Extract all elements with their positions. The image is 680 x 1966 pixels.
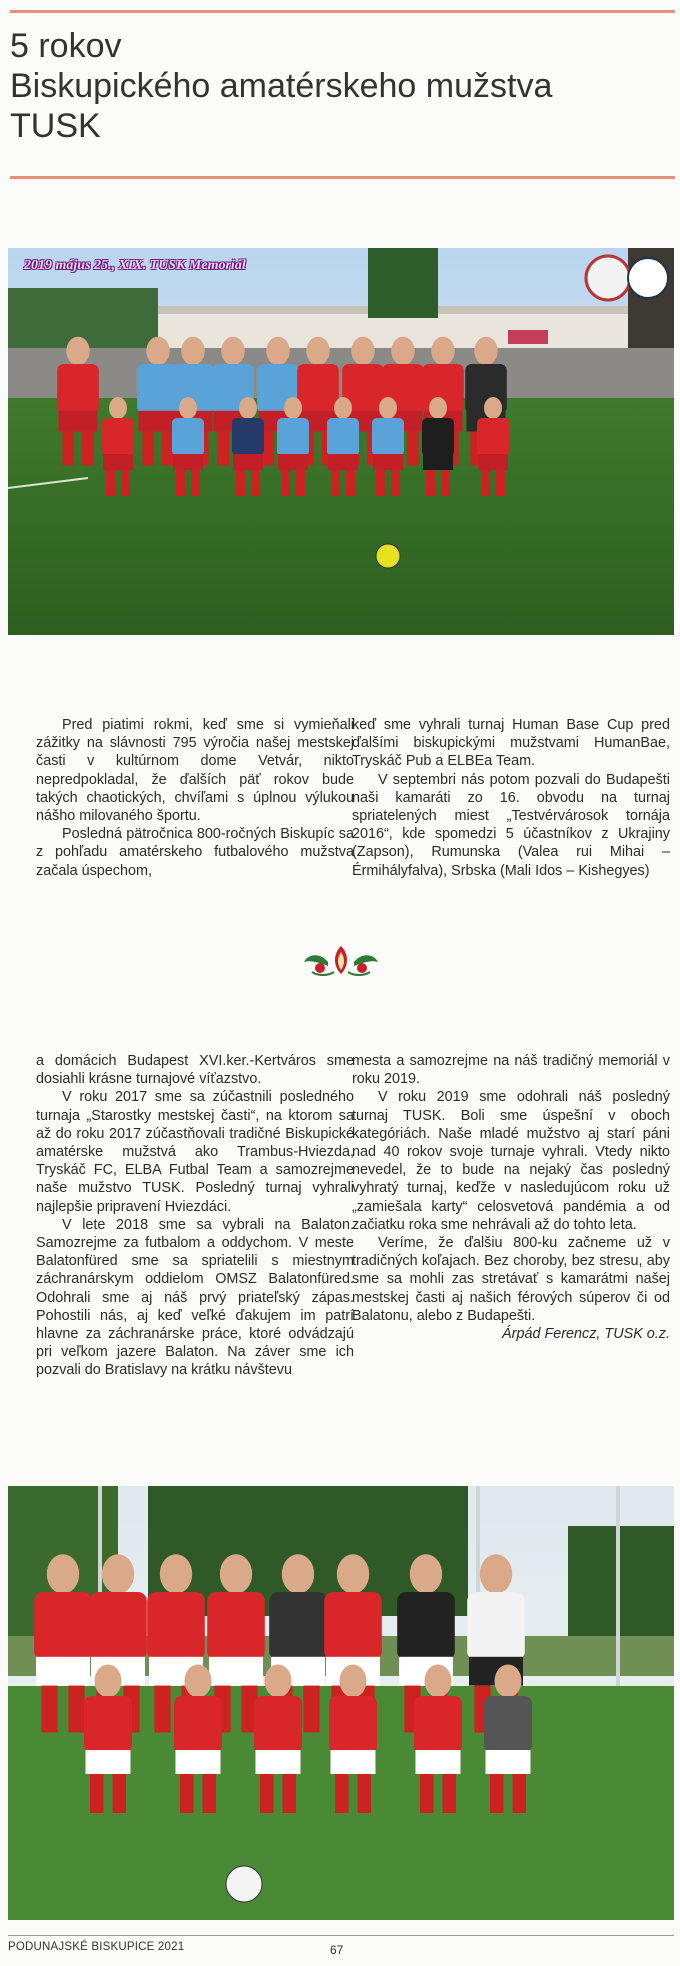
paragraph: Posledná pätročnica 800-ročných Biskupíc sa z pohľadu amatérskeho futbalového mužstva začala úspechom,	[36, 826, 354, 879]
team-photo-balaton	[8, 1486, 674, 1920]
block2-right-column	[352, 1052, 670, 1343]
block1-right-column	[352, 716, 670, 880]
top-rule	[10, 10, 675, 13]
player-figure	[254, 1665, 302, 1814]
paragraph: V roku 2019 sme odohrali náš posledný turnaj TUSK. Boli sme úspešní v oboch kategóriách. Naše mladé mužstvo aj starí páni nad 40 rokov svoje turnaje vyhrali. Vtedy nikto nevedel, že to bude na nejaký čas posledný vyhratý turnaj, keďže v nasledujúcom roku už „zamiešala karty“ celosvetová pandémia a od začiatku roka sme nehrávali až do tohto leta.	[352, 1089, 670, 1233]
player-figure	[57, 337, 99, 466]
block1-left-column	[36, 716, 354, 880]
player-figure	[102, 397, 134, 496]
page-number: 67	[330, 1943, 344, 1957]
paragraph: V roku 2017 sme sa zúčastnili posledného turnaja „Starostky mestskej časti“, na ktorom sa až do roku 2017 zúčastňovali tradičné Biskupické amatérske mužstvá ako Trambus-Hviezda, Tryskáč FC, ELBA Futbal Team a samozrejme naše mužstvo TUSK. Posledný turnaj vyhrali najlepšie pripravení Hviezdáci.	[36, 1089, 354, 1215]
title-line-2: Biskupického amatérskeho mužstva	[10, 67, 553, 105]
paragraph: a domácich Budapest XVI.ker.-Kertváros sme dosiahli krásne turnajové víťazstvo.	[36, 1053, 354, 1088]
author-signature: Árpád Ferencz, TUSK o.z.	[502, 1326, 670, 1343]
article-title	[10, 26, 670, 146]
paragraph: Pred piatimi rokmi, keď sme si vymieňali zážitky na slávnosti 795 výročia našej mestskej časti v kultúrnom dome Vetvár, nikto nepredpokladal, že ďalších päť rokov bude takých chaotických, chvíľami s úplnou výlukou nášho milovaného športu.	[36, 717, 354, 825]
paragraph: V septembri nás potom pozvali do Budapešti naši kamaráti zo 16. obvodu na turnaj spriatelených miest „Testvérvárosok tornája 2016“, kde spomedzi 5 účastníkov z Ukrajiny (Zapson), Rumunska (Valea rui Mihai – Érmihályfalva), Srbska (Mali Idos – Kishegyes)	[352, 771, 670, 879]
folk-ornament-icon	[298, 940, 384, 980]
footer-rule	[8, 1935, 674, 1936]
block2-left-column	[36, 1052, 354, 1380]
paragraph: Veríme, že ďalšiu 800-ku začneme už v tradičných koľajach. Bez choroby, bez stresu, aby sme sa mohli zas stretávať s kamarátmi našej mestskej časti aj našich férových súperov či od Balatonu, alebo z Budapešti.	[352, 1235, 670, 1324]
photo-caption: 2019 május 25., XIX. TUSK Memoriál	[24, 258, 246, 273]
title-line-1: 5 rokov	[10, 27, 122, 65]
paragraph: V lete 2018 sme sa vybrali na Balaton. Samozrejme za futbalom a oddychom. V meste Balatonfüred sme sa spriatelili s miestnym záchranárskym oddielom OMSZ Balatonfüred. Odohrali sme aj náš prvý priateľský zápas. Pohostili nás, aj keď veľké ďakujem im patrí hlavne za záchranárske práce, ktoré odvádzajú pri veľkom jazere Balaton. Na záver sme ich pozvali do Bratislavy na krátku návštevu	[36, 1216, 354, 1379]
paragraph: keď sme vyhrali turnaj Human Base Cup pred ďalšími biskupickými mužstvami HumanBae, Tryskáč Pub a ELBEa Team.	[352, 717, 670, 770]
player-figure	[414, 1665, 462, 1814]
title-rule	[10, 176, 675, 179]
publication-name: PODUNAJSKÉ BISKUPICE 2021	[8, 1941, 185, 1953]
player-figure	[34, 1554, 92, 1732]
paragraph: mesta a samozrejme na náš tradičný memoriál v roku 2019.	[352, 1053, 670, 1088]
team-photo-memorial	[8, 248, 674, 635]
title-line-3: TUSK	[10, 107, 101, 145]
players-group	[8, 1486, 674, 1920]
players-group	[8, 248, 674, 635]
player-figure	[484, 1665, 532, 1814]
